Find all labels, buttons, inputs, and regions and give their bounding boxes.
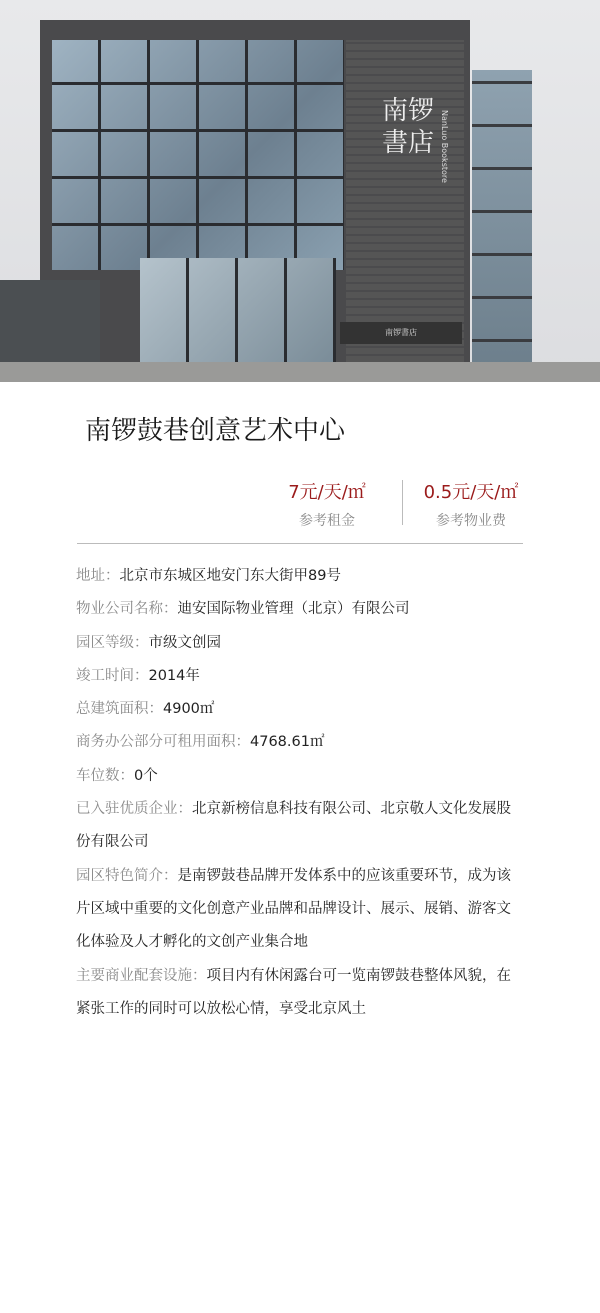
info-row <box>76 760 521 793</box>
info-label: 车位数： <box>76 767 134 784</box>
info-value: 项目内有休闲露台可一览南锣鼓巷整体风貌，在紧张工作的同时可以放松心情，享受北京风土 <box>76 967 511 1017</box>
property-fee-label: 参考物业费 <box>436 513 506 529</box>
info-label: 物业公司名称： <box>76 601 178 618</box>
info-label: 园区特色简介： <box>76 867 178 884</box>
rent-label: 参考租金 <box>299 513 355 529</box>
glass-curtain-wall <box>52 40 344 270</box>
info-label: 地址： <box>76 568 120 584</box>
info-list <box>76 560 521 1026</box>
info-row <box>76 660 521 693</box>
section-divider <box>77 543 523 544</box>
info-value: 市级文创园 <box>148 634 221 651</box>
info-value: 4900㎡ <box>163 701 215 718</box>
info-row <box>76 593 521 626</box>
info-row <box>76 726 521 759</box>
bookstore-sign: 南锣書店 <box>381 96 434 158</box>
info-label: 已入驻优质企业： <box>76 801 192 818</box>
brick-wall <box>346 40 464 362</box>
info-value: 迪安国际物业管理（北京）有限公司 <box>177 601 410 618</box>
info-value: 是南锣鼓巷品牌开发体系中的应该重要环节，成为该片区域中重要的文化创意产业品牌和品牌设计、展示、展销、游客文化体验及人才孵化的文创产业集合地 <box>76 867 511 951</box>
info-label: 竣工时间： <box>76 667 149 684</box>
glass-tower <box>472 70 532 382</box>
info-label: 商务办公部分可租用面积： <box>76 734 250 751</box>
info-value: 北京新榜信息科技有限公司、北京敬人文化发展股份有限公司 <box>76 801 511 851</box>
ground <box>0 362 600 382</box>
info-row <box>76 627 521 660</box>
info-value: 2014年 <box>148 667 200 684</box>
info-row <box>76 960 521 1027</box>
info-label: 主要商业配套设施： <box>76 967 207 984</box>
rent-price <box>247 478 407 530</box>
info-value: 0个 <box>134 767 158 784</box>
info-row <box>76 693 521 726</box>
building-photo <box>0 0 600 382</box>
info-row <box>76 793 521 860</box>
page-title: 南锣鼓巷创意艺术中心 <box>85 416 346 446</box>
property-fee <box>391 478 551 530</box>
info-value: 4768.61㎡ <box>250 734 325 751</box>
info-row <box>76 560 521 593</box>
info-label: 总建筑面积： <box>76 701 163 718</box>
bookstore-sign-en: NanLuo Bookstore <box>440 110 449 183</box>
rent-value: 7元/天/㎡ <box>288 482 366 503</box>
info-value: 北京市东城区地安门东大街甲89号 <box>119 568 341 584</box>
info-row <box>76 860 521 960</box>
bookstore-plaque: 南锣書店 <box>340 322 462 344</box>
property-fee-value: 0.5元/天/㎡ <box>423 482 519 503</box>
info-label: 园区等级： <box>76 634 149 651</box>
glass-entrance <box>140 258 336 362</box>
